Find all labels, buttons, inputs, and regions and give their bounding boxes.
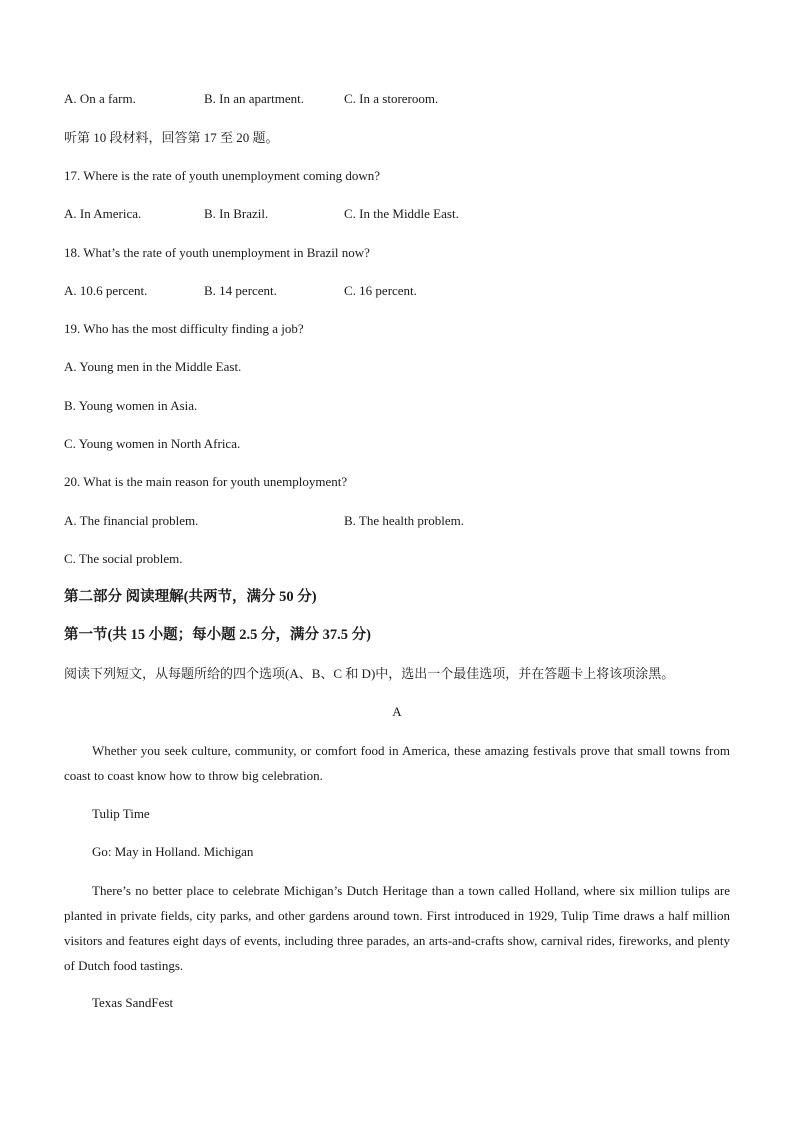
festival-2-title: Texas SandFest (92, 995, 174, 1010)
q19-question: 19. Who has the most difficulty finding a job? (64, 321, 304, 336)
q20-option-b: B. The health problem. (344, 513, 464, 528)
q18-option-c: C. 16 percent. (344, 283, 417, 298)
q20-option-a: A. The financial problem. (64, 513, 199, 528)
passage-intro: Whether you seek culture, community, or comfort food in America, these amazing festivals prove that small towns from coast to coast know how to throw big celebration. (64, 743, 730, 783)
q16-option-c: C. In a storeroom. (344, 91, 439, 106)
q17-option-b: B. In Brazil. (204, 206, 269, 221)
q17-option-c: C. In the Middle East. (344, 206, 459, 221)
reading-instructions: 阅读下列短文，从每题所给的四个选项(A、B、C 和 D)中，选出一个最佳选项，并在答题卡上将该项涂黑。 (64, 666, 675, 681)
q18-question: 18. What’s the rate of youth unemployment in Brazil now? (64, 245, 370, 260)
q19-option-b: B. Young women in Asia. (64, 398, 198, 413)
festival-1-description: There’s no better place to celebrate Michigan’s Dutch Heritage than a town called Holland, where six million tulips are planted in private fields, city parks, and other gardens around town. First introduced in 1929, Tulip Time draws a half million visitors and features eight days of events, including three parades, an arts-and-crafts show, carnival rides, fireworks, and plenty of Dutch food tastings. (64, 883, 730, 973)
q19-option-a: A. Young men in the Middle East. (64, 359, 242, 374)
q19-option-c: C. Young women in North Africa. (64, 436, 241, 451)
q18-option-a: A. 10.6 percent. (64, 283, 148, 298)
festival-1-go: Go: May in Holland. Michigan (92, 844, 254, 859)
q16-option-b: B. In an apartment. (204, 91, 304, 106)
passage-label: A (392, 704, 402, 719)
section1-heading: 第一节(共 15 小题；每小题 2.5 分，满分 37.5 分) (64, 627, 371, 643)
festival-1-title: Tulip Time (92, 806, 150, 821)
q16-option-a: A. On a farm. (64, 91, 136, 106)
q20-option-c: C. The social problem. (64, 551, 183, 566)
q20-question: 20. What is the main reason for youth unemployment? (64, 474, 348, 489)
q17-question: 17. Where is the rate of youth unemployment coming down? (64, 168, 381, 183)
part2-heading: 第二部分 阅读理解(共两节，满分 50 分) (64, 589, 317, 605)
q17-option-a: A. In America. (64, 206, 142, 221)
q18-option-b: B. 14 percent. (204, 283, 277, 298)
section10-intro: 听第 10 段材料，回答第 17 至 20 题。 (64, 130, 279, 145)
